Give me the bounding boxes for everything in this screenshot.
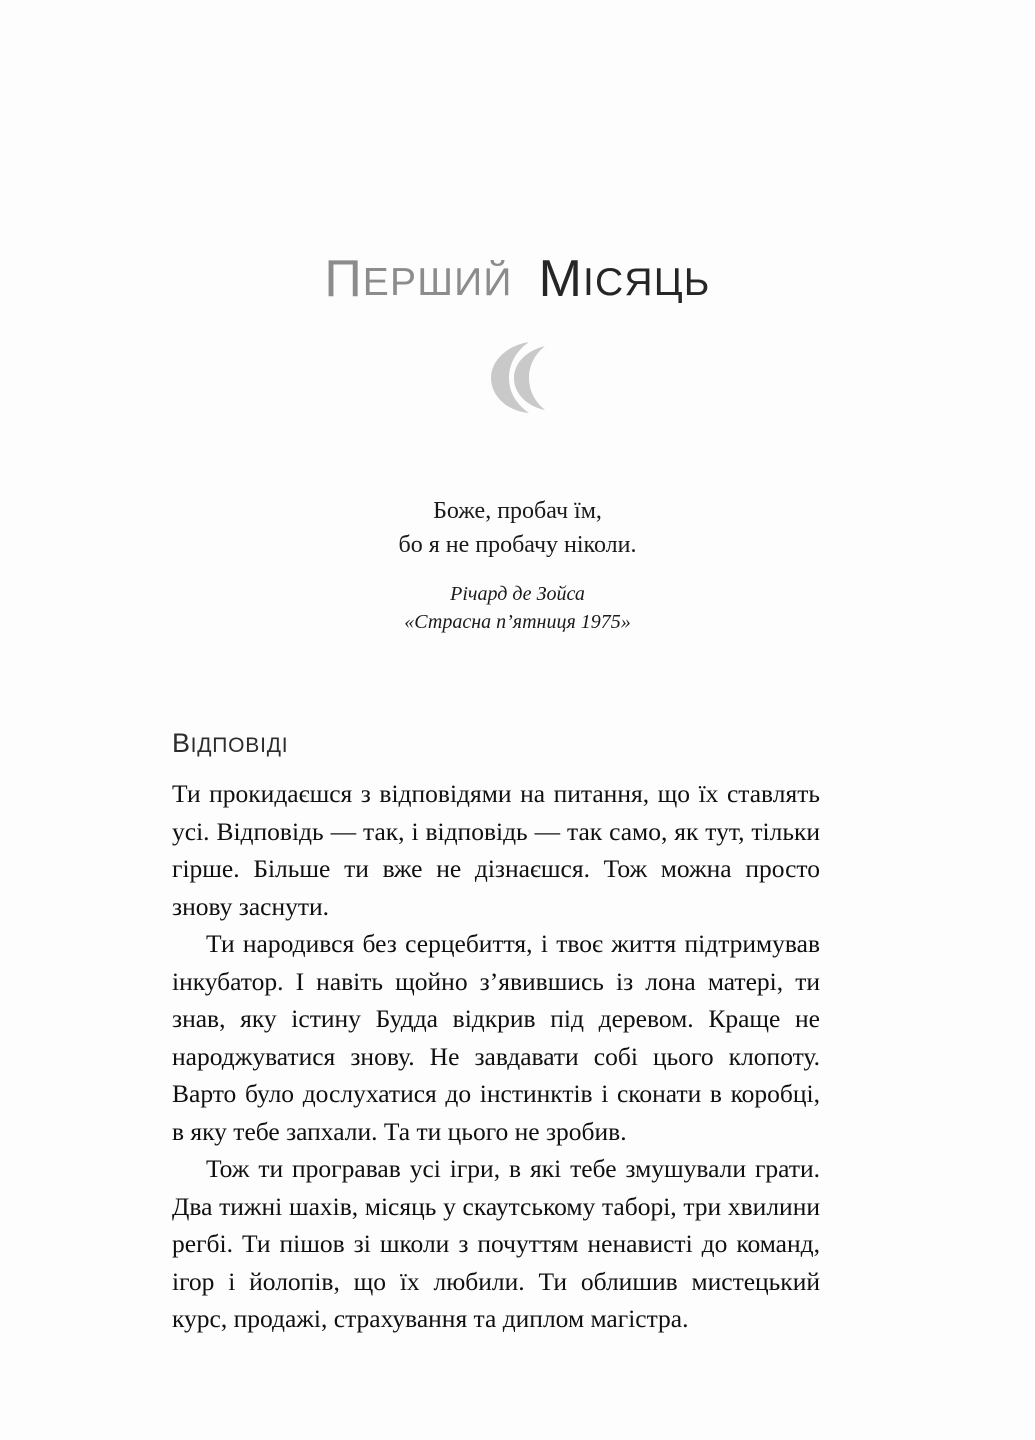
body-copy bbox=[172, 775, 820, 1338]
chapter-title-word-pershyi-smallcaps: ЕРШИЙ bbox=[362, 260, 513, 304]
chapter-title-word-misiats-smallcaps: ІСЯЦЬ bbox=[582, 260, 711, 304]
epigraph-line: бо я не пробачу ніколи. bbox=[398, 532, 637, 558]
chapter-title-word-pershyi-initial: П bbox=[324, 249, 363, 308]
section-heading-initial: В bbox=[172, 728, 191, 759]
epigraph-attribution bbox=[0, 580, 1035, 636]
section-heading bbox=[172, 728, 288, 759]
body-paragraph: Тож ти програвав усі ігри, в які тебе змушували грати. Два тижні шахів, місяць у скаутському таборі, три хвилини регбі. Ти пішов зі школи з почуттям ненависті до команд, ігор і йолопів, що їх любили. Ти облишив мистецький курс, продажі, страхування та диплом магістра. bbox=[172, 1154, 820, 1333]
chapter-title-word-pershyi bbox=[324, 249, 513, 308]
body-paragraph: Ти прокидаєшся з відповідями на питання, що їх ставлять усі. Відповідь — так, і відповідь — так само, як тут, тільки гірше. Більше ти вже не дізнаєшся. Тож можна просто знову заснути. bbox=[172, 779, 820, 921]
chapter-ornament bbox=[0, 338, 1035, 416]
chapter-title bbox=[0, 249, 1035, 308]
epigraph-work-title: «Страсна п’ятниця 1975» bbox=[404, 611, 631, 633]
epigraph-line: Боже, пробач їм, bbox=[433, 498, 602, 524]
chapter-title-word-misiats bbox=[538, 249, 711, 308]
body-paragraph: Ти народився без серцебиття, і твоє життя підтримував інкубатор. І навіть щойно з’явившись із лона матері, ти знав, яку істину Будда відкрив під деревом. Краще не народжуватися знову. Не завдавати собі цього клопоту. Варто було дослухатися до інстинктів і сконати в коробці, в яку тебе запхали. Та ти цього не зробив. bbox=[172, 929, 820, 1146]
chapter-title-word-misiats-initial: М bbox=[538, 249, 583, 308]
epigraph bbox=[0, 494, 1035, 636]
section-heading-smallcaps: ІДПОВІДІ bbox=[190, 734, 289, 758]
crescent-moon-icon bbox=[483, 338, 553, 416]
epigraph-author: Річард де Зойса bbox=[450, 583, 585, 605]
